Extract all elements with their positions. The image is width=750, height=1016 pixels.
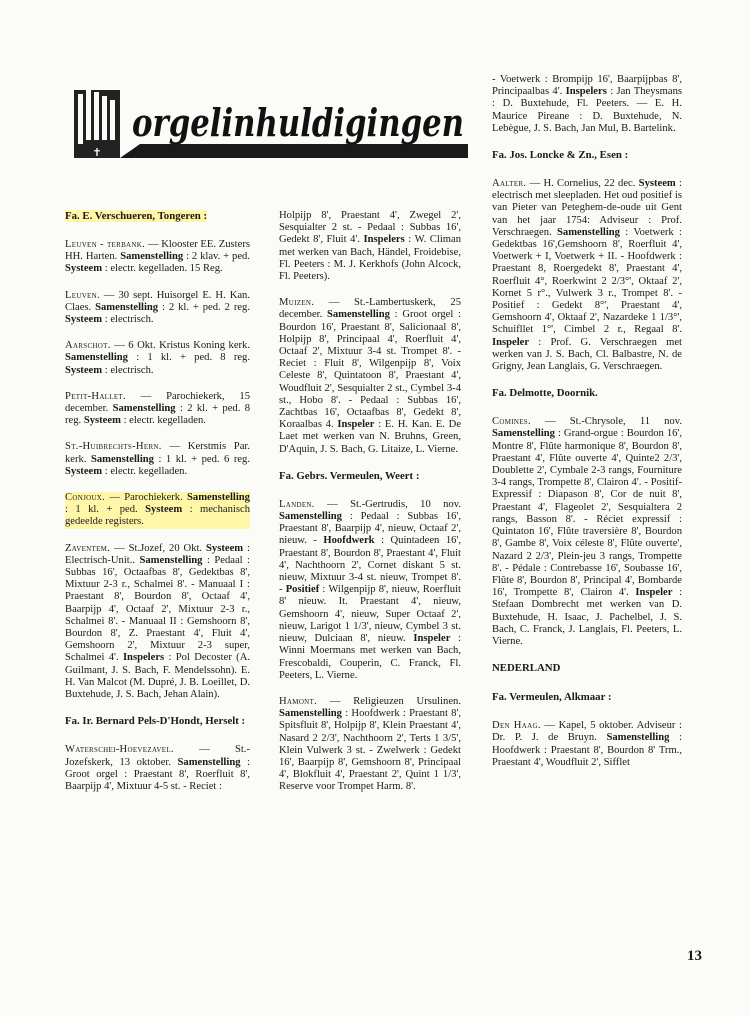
entry-text: : mechanisch gedeelde registers.: [65, 504, 250, 528]
entry-keyword: Systeem: [65, 314, 103, 326]
entry-text: : 2 klav. + ped.: [186, 251, 250, 263]
organ-entry: [65, 492, 250, 529]
entry-keyword: Systeem: [65, 364, 103, 376]
organ-entry: [492, 178, 682, 373]
organ-entry: [279, 499, 461, 682]
organ-entry: [65, 441, 250, 478]
entry-location: Leuven - terbank.: [65, 239, 146, 250]
entry-text: : Hoofdwerk : Praestant 8', Bourdon 8' Trm., Praestant 4', Woudfluit 2', Sifflet: [492, 732, 682, 768]
firm-heading-text: Fa. Gebrs. Vermeulen, Weert :: [279, 469, 420, 482]
svg-text:✝: ✝: [92, 146, 102, 159]
entry-text: — 30 sept. Huisorgel E. H. Kan. Claes.: [65, 289, 250, 313]
firm-heading-text: Fa. Vermeulen, Alkmaar :: [492, 691, 612, 704]
firm-heading-text: Fa. Ir. Bernard Pels-D'Hondt, Herselt :: [65, 715, 246, 728]
firm-heading: [65, 210, 250, 223]
organ-entry: [65, 340, 250, 377]
firm-heading: [492, 691, 682, 704]
entry-text: — Klooster EE. Zusters HH. Harten.: [65, 239, 250, 263]
entry-text: : Groot orgel : Bourdon 16', Praestant 8', Salicionaal 8', Holpijp 8', Principaal 4', Roerfluit 4', Octaaf 2', Mixtuur 3-4 st. Trompet 8'. - Reciet : Fluit 8', Wilgenpijp 8', Voix Celeste 8', Quintatoon 8', Praestant 4', Woudfluit 2', Sesquialter 2 st., Cymbel 3-4 st., Hobo 8'. - Pedaal : Subbas 16', Zachtbas 16', Octaafbas 8', Gedekt 8', Koraalbas 4.: [279, 309, 461, 431]
entry-text: Holpijp 8', Praestant 4', Zwegel 2', Sesquialter 2 st. - Pedaal : Subbas 16', Gedekt 8', Fluit 4'.: [279, 210, 461, 246]
entry-text: : Electrisch-Unit..: [65, 542, 250, 566]
entry-text: : Groot orgel : Praestant 8', Roerfluit 8', Baarpijp 4', Mixtuur 4-5 st. - Reciet :: [65, 756, 250, 792]
entry-text: — Parochiekerk.: [109, 492, 187, 504]
entry-text: : E. H. Kan. E. De Laet met werken van N. Bruhns, Green, D'Aquin, J. S. Bach, G. Litaize, L. Vierne.: [279, 419, 462, 455]
entry-keyword: Positief: [285, 584, 320, 596]
entry-text: : Quintadeen 16', Praestant 8', Bourdon 8', Praestant 4', Fluit 4', Nachthoorn 2', Cornet diskant 5 st. nieuw, Mixtuur 3-4 st. nieuw, Trompet 8'. -: [279, 535, 461, 596]
page-number: 13: [687, 948, 702, 964]
entry-keyword: Inspeler: [635, 587, 673, 599]
entry-keyword: Samenstelling: [279, 511, 342, 523]
organ-entry: [279, 696, 461, 794]
entry-keyword: Samenstelling: [95, 301, 159, 313]
entry-keyword: Systeem: [65, 263, 103, 275]
organ-entry: [492, 720, 682, 769]
entry-keyword: Samenstelling: [120, 251, 184, 263]
organ-entry: [65, 239, 250, 276]
firm-heading-text: Fa. Jos. Loncke & Zn., Esen :: [492, 149, 629, 162]
entry-text: — Religieuzen Ursulinen.: [329, 695, 461, 707]
entry-location: Hamont.: [279, 695, 318, 707]
firm-heading-text: Fa. E. Verschueren, Tongeren :: [65, 210, 208, 222]
entry-keyword: Samenstelling: [557, 226, 620, 238]
entry-keyword: Systeem: [83, 415, 121, 427]
organ-entry: [65, 391, 250, 428]
firm-heading: [492, 149, 682, 162]
entry-location: Landen.: [279, 498, 315, 510]
entry-text: : electr. kegelladen.: [123, 415, 206, 427]
entry-text: — St.-Jozefskerk, 13 oktober.: [65, 744, 250, 768]
entry-text: : electr. kegelladen. 15 Reg.: [104, 263, 223, 275]
entry-keyword: Samenstelling: [112, 403, 176, 415]
entry-text: : electrisch met sleepladen. Het oud positief is van Pieter van Peteghem-de-oude uit Gent van het jaar 1754: Adviseur : Prof. Verschraegen.: [492, 178, 682, 238]
entry-keyword: Samenstelling: [187, 492, 250, 504]
firm-heading-text: Fa. Delmotte, Doornik.: [492, 387, 598, 400]
entry-location: Aalter.: [492, 178, 527, 190]
entry-keyword: Inspeler: [492, 336, 530, 348]
column-left: [65, 210, 250, 807]
entry-keyword: Systeem: [638, 178, 676, 190]
entry-text: : Wilgenpijp 8', nieuw, Roerfluit 8' nieuw. It. Praestant 4', nieuw, Gemshoorn 4', nieuw, Super Octaaf 2', nieuw, Larigot 1 1/3', nieuw, Cymbel 3 st. nieuw, Dulciaan 8', nieuw.: [279, 584, 461, 645]
entry-text: — Kapel, 5 oktober. Adviseur : Dr. P. J. de Bruyn.: [492, 720, 683, 744]
entry-text: : Voetwerk : Gedektbas 16',Gemshoorn 8', Roerfluit 4', Voetwerk + I, Voetwerk + II. - Hoofdwerk : Praestant 8, Roergedekt 8', Praestant 4', Roerfluit 4°, Roerkwint 2 2/3°', Oktaaf 2', Kornet 5 r°., Vulwerk 3 r., Trompet 8'. - Positief : Gedekt 8°', Praestant 4', Gemshoorn 4', Oktaaf 2', Nazardeke 1 1/3°', Schuifllet 1°', Cimbel 2 r., Regaal 8'.: [492, 226, 682, 336]
firm-heading: [492, 387, 682, 400]
organ-entry: [279, 210, 461, 283]
entry-location: Leuven.: [65, 289, 100, 301]
entry-text: — St.-Gertrudis, 10 nov.: [327, 498, 461, 510]
entry-keyword: Samenstelling: [177, 756, 241, 768]
entry-text: : Winni Moermans met werken van Bach, Frescobaldi, Couperin, C. Franck, Fl. Peeters, L. Vierne.: [279, 633, 461, 681]
entry-text: : Jan Theysmans : D. Buxtehude, Fl. Peeters. — E. H. Maurice Pireane : D. Buxtehude, N. Lebègue, J. S. Bach, Jan Mul, B. Bartelink.: [492, 86, 683, 134]
entry-location: Conjoux.: [65, 492, 106, 504]
organ-entry: [279, 297, 461, 456]
entry-text: : 1 kl. + ped. 8 reg.: [136, 352, 250, 364]
entry-location: Aarschot.: [65, 340, 111, 352]
entry-keyword: Samenstelling: [139, 554, 203, 566]
entry-text: : 2 kl. + ped. 2 reg.: [162, 301, 250, 313]
entry-keyword: Systeem: [145, 504, 183, 516]
entry-location: Den Haag.: [492, 720, 541, 732]
entry-text: : Prof. G. Verschraegen met werken van J. S. Bach, Cl. Balbastre, N. de Grigny, Jean Langlais, G. Verschraegen.: [492, 336, 682, 373]
organ-entry: [492, 416, 682, 648]
entry-location: St.-Huibrechts-Hern.: [65, 441, 162, 453]
entry-keyword: Hoofdwerk: [323, 535, 375, 547]
entry-keyword: Samenstelling: [279, 708, 342, 720]
entry-text: : Stefaan Dombrecht met werken van D. Buxtehude, H. Isaac, J. Pachelbel, J. S. Bach, C. Franck, J. Langlais, Fl. Peeters, L. Vierne.: [492, 587, 683, 647]
entry-location: Waterschei-Hoevezavel.: [65, 744, 174, 756]
entry-text: - Voetwerk : Brompijp 16', Baarpijpbas 8', Principaalbas 4'.: [492, 74, 682, 98]
entry-text: : Pol Decoster (A. Guilmant, J. S. Bach, F. Mendelssohn). E. H. Van Malcot (M. Dupré, J. B. Loeillet, D. Buxtehude, J. S. Bach, Jehan Alain).: [65, 652, 250, 701]
entry-text: : 1 kl. + ped. 6 reg.: [158, 453, 250, 465]
entry-text: : W. Climan met werken van Bach, Händel, Froidebise, Fl. Peeters : M. J. Kerkhofs (John Alcock, Fl. Peeters).: [279, 234, 461, 283]
entry-text: — 6 Okt. Kristus Koning kerk.: [114, 340, 250, 352]
firm-heading: [279, 470, 461, 483]
entry-text: : Grand-orgue : Bourdon 16', Montre 8', Flûte harmonique 8', Bourdon 8', Praestant 4', Flûte ouverte 4', Quinte2 2/3', Doublette 2', Cymbale 2-3 rangs, Fourniture 3-4 rangs, Trompette 8', Clairon 4'. - Positif-Expressif : Diapason 8', Cor de nuit 8', Praestant 4', Flageolet 2', Sesquialtera 2 rangs, Basson 8'. - Réciet expressif : Quintaton 16', Flûte traversière 8', Bourdon 8', Gambe 8', Voix céleste 8', Flûte ouverte', Nazard 2 2/3', Plein-jeu 3 rangs, Trompette 8'. - Pédale : Contrebasse 16', Soubasse 16', Flûte 8', Bourdon 8', Principal 4', Bombarde 16', Trompette 8', Clairon 4'.: [492, 428, 682, 599]
entry-text: : electr. kegelladen.: [104, 465, 188, 477]
firm-heading: [492, 662, 682, 675]
entry-text: — St.Jozef, 20 Okt.: [114, 542, 207, 554]
organ-entry: [492, 74, 682, 135]
entry-keyword: Samenstelling: [326, 309, 390, 321]
entry-text: : 2 kl. + ped. 8 reg.: [65, 403, 251, 427]
entry-keyword: Samenstelling: [65, 352, 128, 364]
column-middle: [279, 210, 461, 808]
entry-text: : electrisch.: [104, 364, 154, 376]
entry-location: Zaventem.: [65, 542, 111, 554]
entry-keyword: Systeem: [206, 542, 244, 554]
entry-keyword: Inspeler: [337, 419, 375, 431]
entry-keyword: Inspelers: [565, 86, 607, 98]
entry-text: : 1 kl. + ped.: [65, 504, 146, 516]
organ-entry: [65, 290, 250, 327]
entry-location: Comines.: [492, 416, 531, 428]
firm-heading: [65, 715, 250, 728]
entry-text: — St.-Lambertuskerk, 25 december.: [279, 297, 461, 321]
entry-text: : Pedaal : Subbas 16', Praestant 8', Baarpijp 4', nieuw, Octaaf 2', nieuw. -: [279, 511, 461, 547]
entry-keyword: Samenstelling: [492, 428, 555, 440]
entry-keyword: Samenstelling: [90, 453, 154, 465]
column-right: [492, 74, 682, 783]
entry-text: — H. Cornelius, 22 dec.: [529, 178, 639, 190]
banner-title: orgelinhuldigingen: [132, 100, 464, 145]
entry-text: : Hoofdwerk : Praestant 8', Spitsfluit 8', Holpijp 8', Klein Praestant 4', Nasard 2 2/3', Nachthoorn 2', Terts 1 3/5', Klein Vulwerk 3 st. - Zwelwerk : Gedekt 16', Baarpijp 8', Gemshoorn 8', Principaal 4', Blokfluit 4', Praestant 2', Quint 1 1/3', Reserve voor Trompet Harm. 8'.: [279, 708, 461, 793]
entry-keyword: Systeem: [65, 465, 103, 477]
entry-keyword: Inspelers: [363, 234, 405, 246]
entry-text: — St.-Chrysole, 11 nov.: [545, 416, 682, 428]
entry-text: — Parochiekerk, 15 december.: [65, 390, 250, 415]
entry-text: : electrisch.: [104, 314, 154, 326]
firm-heading-text: NEDERLAND: [492, 662, 561, 675]
entry-keyword: Inspelers: [122, 652, 165, 664]
entry-keyword: Inspeler: [413, 633, 451, 645]
entry-location: Petit-Hallet.: [65, 390, 126, 402]
entry-location: Muizen.: [279, 297, 315, 309]
organ-entry: [65, 744, 250, 793]
entry-text: — Kerstmis Par. kerk.: [65, 441, 250, 465]
organ-entry: [65, 543, 250, 702]
header-banner: [70, 84, 468, 162]
entry-keyword: Samenstelling: [606, 732, 670, 744]
entry-text: : Pedaal : Subbas 16', Octaafbas 8', Gedektbas 8', Mixtuur 2-3 r., Schalmei 8'. - Manuaal I : Praestant 8', Bourdon 8', Octaaf 4', Baarpijp 4', Octaaf 2', Mixtuur 2-3 r., Schalmei 8'. - Manuaal II : Gemshoorn 8', Bourdon 8', Z. Praestant 4', Fluit 4', Gemshoorn 2', Mixtuur 2-3 super, Schalmei 4'.: [65, 554, 250, 664]
